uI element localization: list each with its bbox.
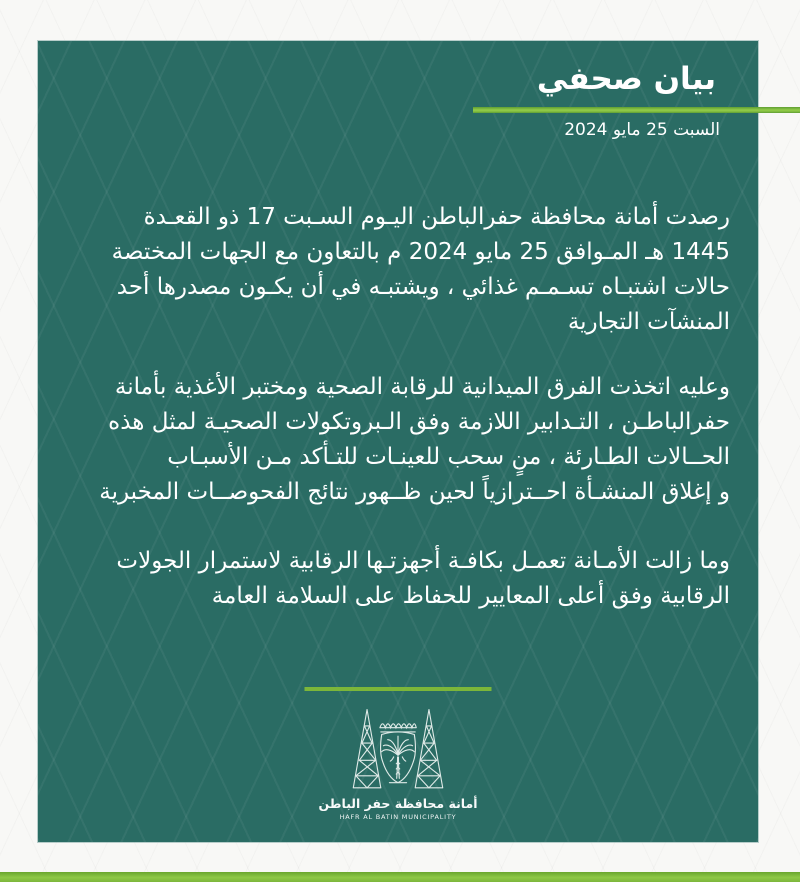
header-accent-line xyxy=(473,107,800,113)
press-text-line: وما زالت الأمـانة تعمـل بكافـة أجهزتـها الرقابية لاستمرار الجولات xyxy=(116,548,730,574)
org-name-arabic: أمانة محافظة حفر الباطن xyxy=(318,796,478,811)
press-text-line: 1445 هـ المـوافق 25 مايو 2024 م بالتعاون مع الجهات المختصة xyxy=(111,239,730,265)
footer-divider xyxy=(305,687,492,691)
gate-palm-emblem-icon xyxy=(346,707,450,793)
press-text-line: حالات اشتبـاه تسـمـم غذائي ، ويشتبـه في أن يكـون مصدرها أحد xyxy=(116,274,730,300)
press-text-line: رصدت أمانة محافظة حفرالباطن اليـوم السـبت 17 ذو القعـدة xyxy=(143,204,730,230)
statement-card xyxy=(38,41,758,842)
press-text-line: و إغلاق المنشـأة احــترازياً لحين ظــهور نتائج الفحوصــات المخبرية xyxy=(99,479,730,505)
press-text-line: الرقابية وفق أعلى المعايير للحفاظ على السلامة العامة xyxy=(211,583,730,609)
press-text-line: المنشآت التجارية xyxy=(567,309,730,335)
paragraph-3 xyxy=(83,544,730,614)
municipality-logo xyxy=(38,707,758,821)
press-text-line: وعليه اتخذت الفرق الميدانية للرقابة الصحية ومختبر الأغذية بأمانة xyxy=(114,374,730,400)
press-text-line: حفرالباطـن ، التـدابير اللازمة وفق الـبروتكولات الصحيـة لمثل هذه xyxy=(108,409,730,435)
bottom-accent-bar xyxy=(0,872,800,882)
paragraph-2 xyxy=(83,370,730,510)
statement-body xyxy=(83,200,730,614)
paragraph-1 xyxy=(83,200,730,340)
press-text-line: الحــالات الطـارئة ، منٍ سحب للعينـات للتـأكد مـن الأسبـاب xyxy=(167,444,730,470)
statement-date: السبت 25 مايو 2024 xyxy=(564,120,720,140)
statement-title: بيان صحفي xyxy=(536,61,716,97)
org-name-english: HAFR AL BATIN MUNICIPALITY xyxy=(339,813,457,821)
